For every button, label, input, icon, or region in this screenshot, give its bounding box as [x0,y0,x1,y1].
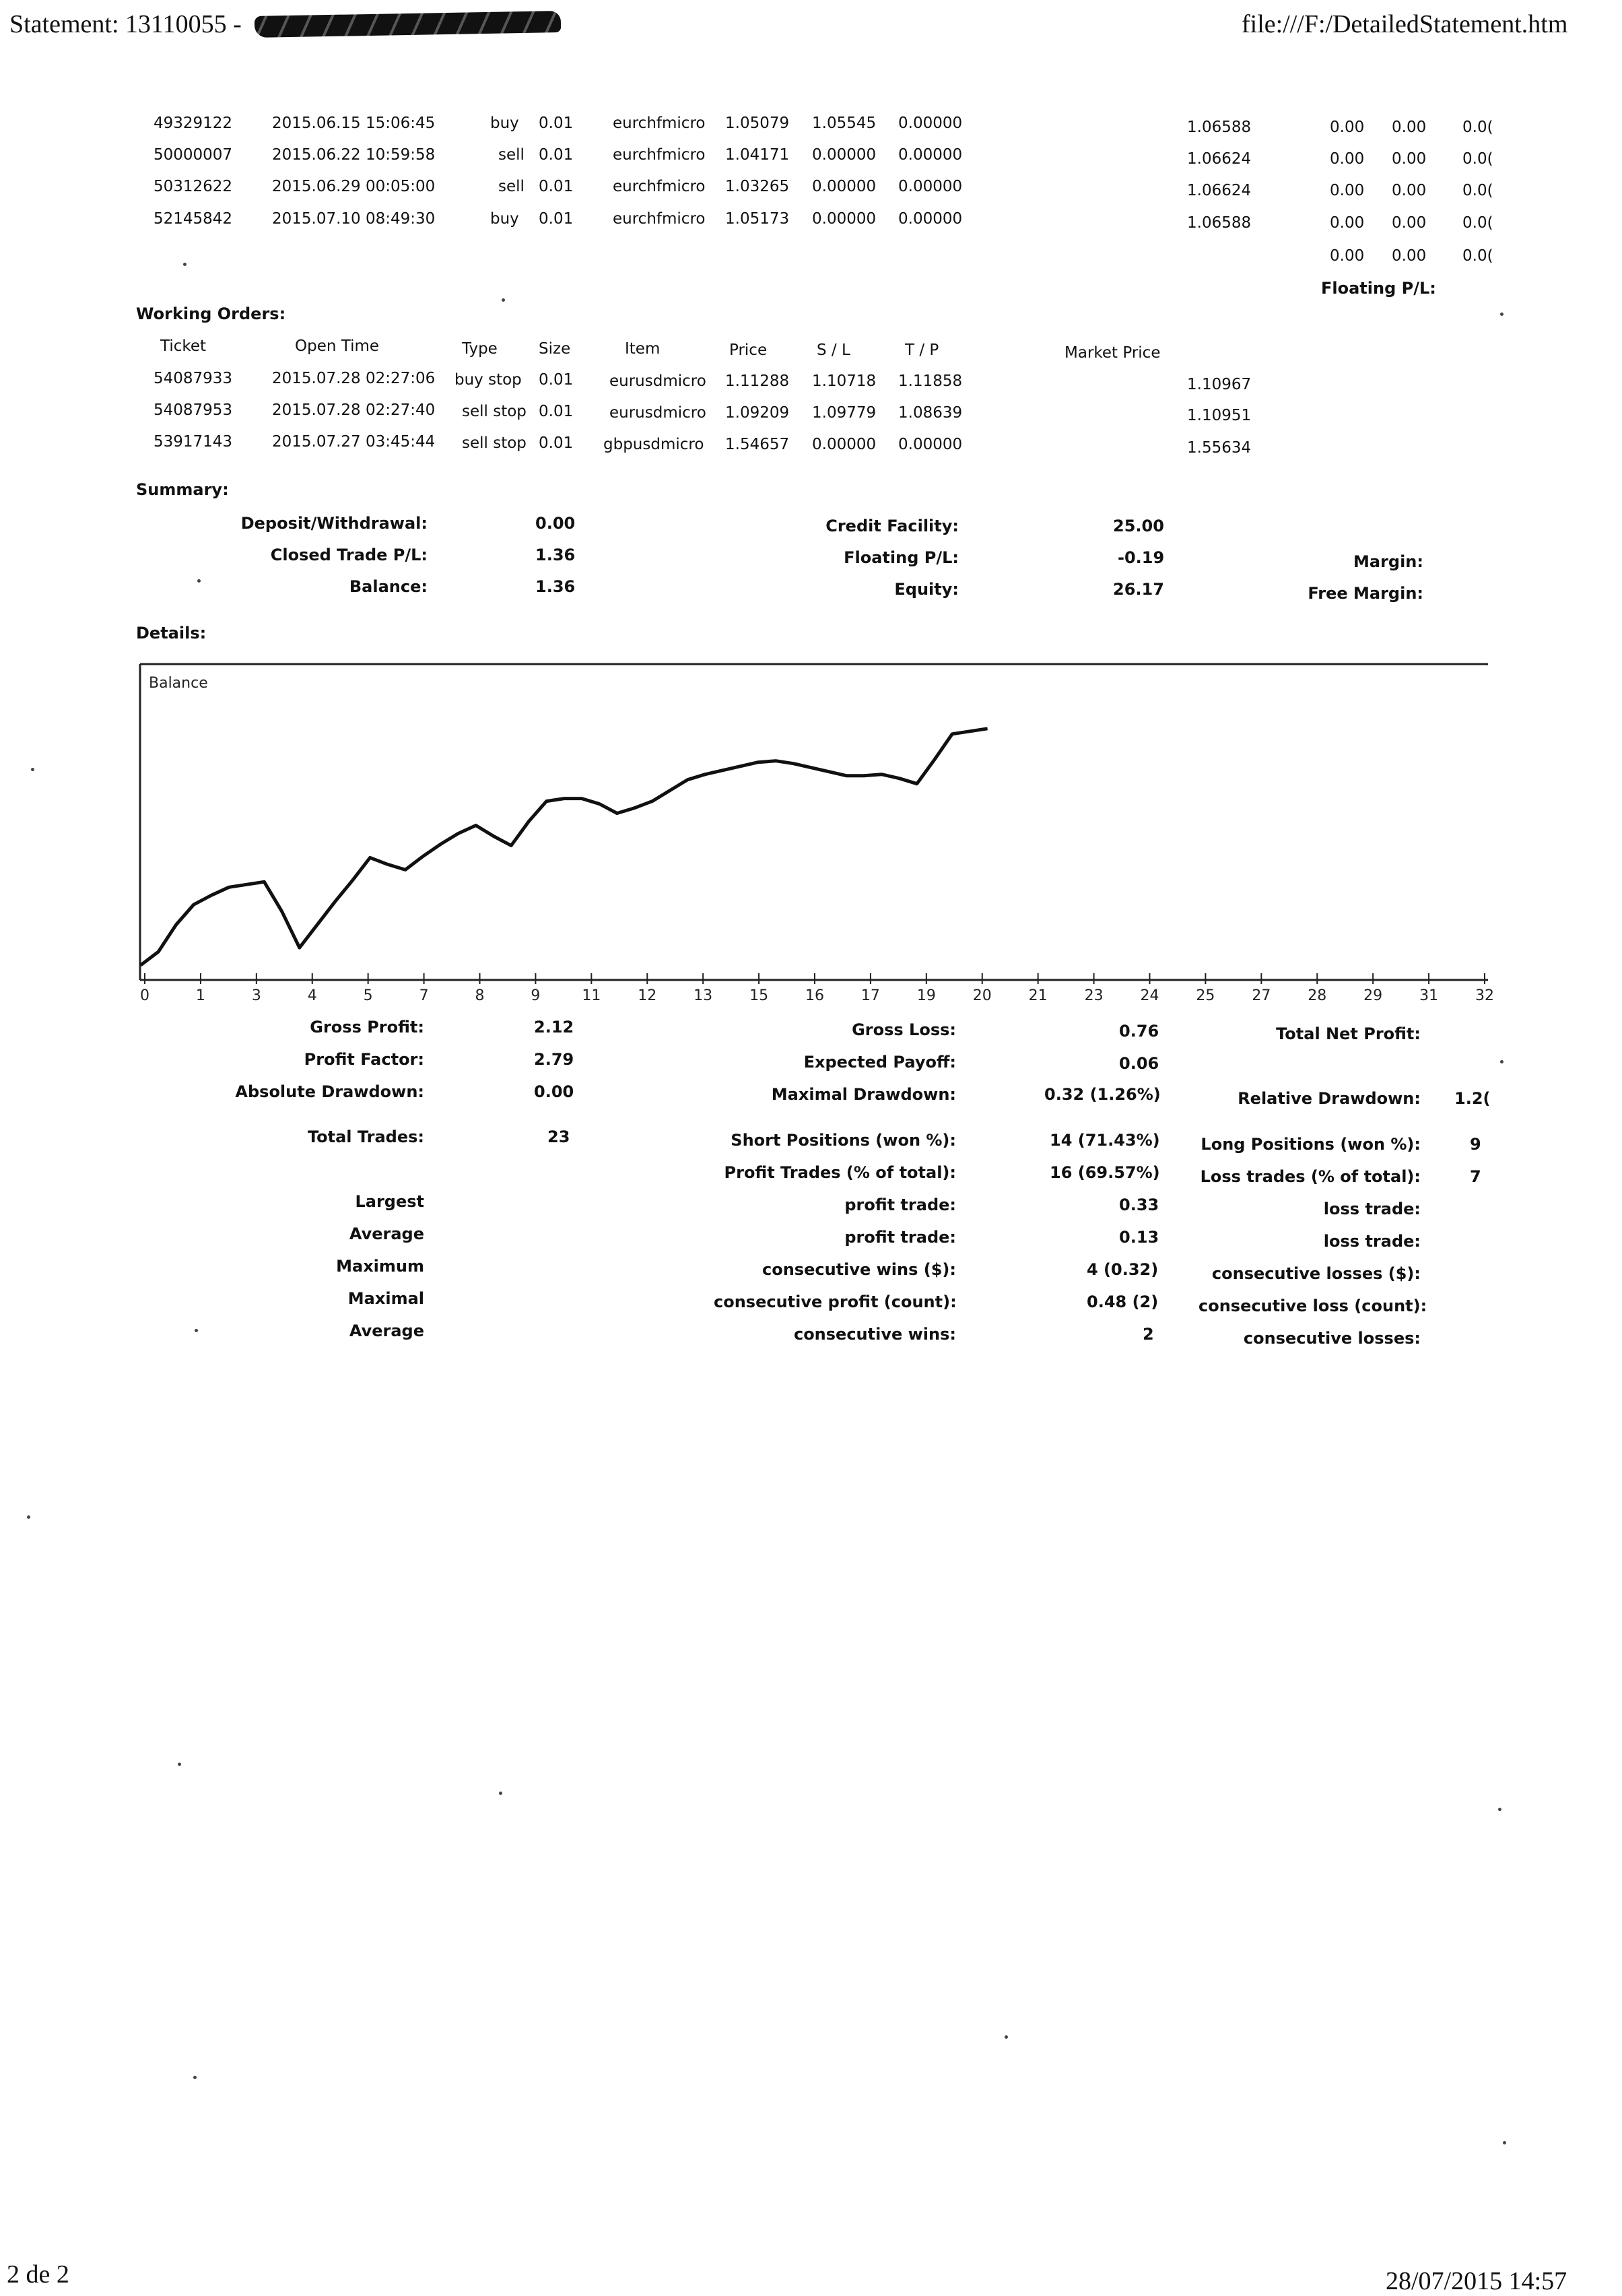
x-tick-label: 28 [1308,987,1327,1004]
redacted-account-name [255,11,561,38]
type-cell: sell stop [462,403,527,420]
average-consecutive-wins-value: 2 [1143,1325,1154,1344]
total-profit: 0.0( [1462,247,1493,265]
long-positions-value: 9 [1470,1135,1481,1154]
col-sl: S / L [817,341,850,359]
x-tick-label: 19 [916,987,936,1004]
size-cell: 0.01 [539,434,574,452]
sl-cell: 0.00000 [812,436,877,453]
sl-cell: 0.00000 [812,146,877,164]
gross-profit-label: Gross Profit: [310,1018,424,1037]
type-cell: sell [498,146,525,164]
size-cell: 0.01 [539,114,574,132]
swap-cell: 0.00 [1392,119,1427,136]
largest-profit-label: profit trade: [844,1195,956,1214]
item-cell: eurchfmicro [613,178,706,195]
gross-loss-label: Gross Loss: [852,1020,956,1039]
x-tick-label: 23 [1084,987,1104,1004]
x-tick-label: 9 [531,987,541,1004]
section-title: Working Orders: [136,304,286,323]
market-price-cell: 1.55634 [1187,439,1252,457]
maximal-consecutive-profit-label: consecutive profit (count): [714,1292,957,1311]
section-title: Summary: [136,480,229,499]
scan-speck [502,298,505,302]
price-cell: 1.05173 [725,210,790,228]
tp-cell: 0.00000 [898,210,963,228]
average-loss-label: loss trade: [1323,1232,1421,1251]
absolute-drawdown-value: 0.00 [534,1082,574,1101]
scan-speck [1500,1060,1503,1063]
commission-cell: 0.00 [1330,150,1365,168]
scan-speck [183,263,187,266]
maximal-drawdown-label: Maximal Drawdown: [771,1085,956,1104]
maximal-consecutive-profit-value: 0.48 (2) [1087,1292,1159,1311]
tp-cell: 1.08639 [898,404,963,422]
profit-trades-label: Profit Trades (% of total): [724,1163,956,1182]
item-cell: eurusdmicro [609,404,706,422]
closed-pl-value: 1.36 [535,546,576,564]
x-tick-label: 25 [1196,987,1215,1004]
sl-cell: 1.09779 [812,404,877,422]
price-cell: 1.11288 [725,372,790,390]
scan-speck [1498,1808,1501,1811]
col-open-time: Open Time [295,337,380,355]
equity-label: Equity: [894,580,959,599]
maximal-drawdown-value: 0.32 (1.26%) [1044,1085,1161,1104]
item-cell: eurchfmicro [613,210,706,228]
gross-loss-value: 0.76 [1119,1022,1159,1041]
statement-title: Statement: 13110055 - [9,10,242,38]
long-positions-label: Long Positions (won %): [1201,1135,1421,1154]
x-tick-label: 12 [638,987,657,1004]
total-trades-value: 23 [547,1127,570,1146]
price-cell: 1.05079 [725,114,790,132]
scan-speck [193,2076,197,2079]
tp-cell: 0.00000 [898,114,963,132]
col-type: Type [462,340,498,358]
tp-cell: 1.11858 [898,372,963,390]
closed-pl-label: Closed Trade P/L: [270,546,428,564]
open-time-cell: 2015.07.28 02:27:06 [272,370,436,387]
total-commission: 0.00 [1330,247,1365,265]
swap-cell: 0.00 [1392,150,1427,168]
ticket-cell: 50312622 [154,178,233,195]
equity-value: 26.17 [1113,580,1164,599]
x-tick-label: 21 [1028,987,1048,1004]
average-consecutive-losses-label: consecutive losses: [1243,1329,1421,1348]
price-cell: 1.54657 [725,436,790,453]
balance-label: Balance: [349,577,428,596]
price-cell: 1.09209 [725,404,790,422]
ticket-cell: 50000007 [154,146,233,164]
ticket-cell: 49329122 [154,114,233,132]
market-price-cell: 1.10951 [1187,407,1252,424]
gross-profit-value: 2.12 [534,1018,574,1037]
deposit-label: Deposit/Withdrawal: [240,514,428,533]
profit-cell: 0.0( [1462,182,1493,199]
average-profit-label: profit trade: [844,1228,956,1247]
type-cell: buy [490,210,519,228]
x-tick-label: 11 [582,987,601,1004]
margin-label: Margin: [1353,552,1423,571]
open-time-cell: 2015.07.10 08:49:30 [272,210,436,228]
floating-value: -0.19 [1118,548,1165,567]
price-cell: 1.03265 [725,178,790,195]
total-trades-label: Total Trades: [307,1127,424,1146]
col-ticket: Ticket [160,337,207,355]
swap-cell: 0.00 [1392,214,1427,232]
commission-cell: 0.00 [1330,182,1365,199]
market-price-cell: 1.06624 [1187,150,1252,168]
tp-cell: 0.00000 [898,436,963,453]
maximum-label: Maximum [336,1257,424,1276]
commission-cell: 0.00 [1330,119,1365,136]
maximal-consecutive-loss-label: consecutive loss (count): [1198,1297,1427,1315]
x-tick-label: 27 [1252,987,1271,1004]
market-price-cell: 1.06624 [1187,182,1252,199]
col-tp: T / P [905,341,939,359]
profit-trades-value: 16 (69.57%) [1050,1163,1160,1182]
loss-trades-label: Loss trades (% of total): [1200,1167,1421,1186]
balance-series-line [141,729,988,965]
size-cell: 0.01 [539,210,574,228]
market-price-cell: 1.10967 [1187,376,1252,393]
largest-loss-label: loss trade: [1323,1200,1421,1218]
total-swap: 0.00 [1392,247,1427,265]
max-consecutive-wins-value: 4 (0.32) [1087,1260,1159,1279]
col-market-price: Market Price [1065,344,1161,362]
col-price: Price [729,341,768,359]
open-time-cell: 2015.07.28 02:27:40 [272,401,436,419]
col-item: Item [625,340,661,358]
item-cell: gbpusdmicro [603,436,704,453]
item-cell: eurchfmicro [613,146,706,164]
profit-cell: 0.0( [1462,119,1493,136]
open-time-cell: 2015.06.22 10:59:58 [272,146,436,164]
profit-cell: 0.0( [1462,214,1493,232]
page-number: 2 de 2 [7,2260,69,2289]
scan-speck [1005,2035,1008,2039]
profit-factor-value: 2.79 [534,1050,574,1069]
type-cell: buy stop [454,371,522,389]
open-time-cell: 2015.06.29 00:05:00 [272,178,436,195]
floating-pl-label: Floating P/L: [1321,279,1436,298]
profit-factor-label: Profit Factor: [304,1050,424,1069]
type-cell: buy [490,114,519,132]
sl-cell: 0.00000 [812,178,877,195]
x-tick-label: 0 [140,987,149,1004]
market-price-cell: 1.06588 [1187,214,1252,232]
x-tick-label: 4 [307,987,317,1004]
credit-label: Credit Facility: [825,517,959,535]
chart-title: Balance [149,675,208,692]
sl-cell: 1.05545 [812,114,877,132]
scan-speck [31,768,34,771]
x-tick-label: 13 [694,987,713,1004]
relative-drawdown-value: 1.2( [1454,1089,1491,1108]
x-tick-label: 15 [749,987,769,1004]
profit-cell: 0.0( [1462,150,1493,168]
max-consecutive-losses-label: consecutive losses ($): [1211,1264,1421,1283]
x-tick-label: 7 [419,987,429,1004]
market-price-cell: 1.06588 [1187,119,1252,136]
x-tick-label: 8 [475,987,485,1004]
x-tick-labels [140,987,1494,1004]
swap-cell: 0.00 [1392,182,1427,199]
tp-cell: 0.00000 [898,146,963,164]
ticket-cell: 54087953 [154,401,233,419]
size-cell: 0.01 [539,178,574,195]
absolute-drawdown-label: Absolute Drawdown: [235,1082,424,1101]
size-cell: 0.01 [539,371,574,389]
scan-speck [1500,313,1503,316]
scan-speck [197,579,201,583]
max-consecutive-wins-label: consecutive wins ($): [762,1260,956,1279]
print-datetime: 28/07/2015 14:57 [1386,2267,1567,2295]
x-tick-label: 24 [1140,987,1159,1004]
scan-speck [499,1792,502,1795]
details-title: Details: [136,624,207,643]
largest-label: Largest [355,1192,424,1211]
expected-payoff-value: 0.06 [1119,1054,1159,1073]
size-cell: 0.01 [539,146,574,164]
x-tick-label: 16 [805,987,824,1004]
x-tick-label: 31 [1419,987,1439,1004]
x-ticks [145,973,1485,984]
commission-cell: 0.00 [1330,214,1365,232]
average-consecutive-wins-label: consecutive wins: [793,1325,956,1344]
deposit-value: 0.00 [535,514,576,533]
file-path: file:///F:/DetailedStatement.htm [1242,10,1568,38]
x-tick-label: 3 [251,987,261,1004]
x-tick-label: 1 [195,987,205,1004]
open-time-cell: 2015.06.15 15:06:45 [272,114,436,132]
expected-payoff-label: Expected Payoff: [803,1053,956,1072]
item-cell: eurchfmicro [613,114,706,132]
ticket-cell: 52145842 [154,210,233,228]
x-tick-label: 5 [363,987,373,1004]
x-tick-label: 29 [1363,987,1383,1004]
loss-trades-value: 7 [1470,1167,1481,1186]
x-tick-label: 17 [860,987,880,1004]
balance-chart [138,662,1494,1007]
maximal-label: Maximal [347,1289,424,1308]
largest-profit-value: 0.33 [1119,1195,1159,1214]
item-cell: eurusdmicro [609,372,706,390]
price-cell: 1.04171 [725,146,790,164]
size-cell: 0.01 [539,403,574,420]
floating-label: Floating P/L: [844,548,959,567]
x-tick-label: 32 [1475,987,1494,1004]
tp-cell: 0.00000 [898,178,963,195]
type-cell: sell [498,178,525,195]
scan-speck [195,1329,198,1332]
balance-value: 1.36 [535,577,576,596]
type-cell: sell stop [462,434,527,452]
sl-cell: 1.10718 [812,372,877,390]
credit-value: 25.00 [1113,517,1164,535]
col-size: Size [539,340,571,358]
average-profit-value: 0.13 [1119,1228,1159,1247]
ticket-cell: 53917143 [154,433,233,451]
open-time-cell: 2015.07.27 03:45:44 [272,433,436,451]
scan-speck [27,1515,30,1519]
short-positions-value: 14 (71.43%) [1050,1131,1160,1150]
sl-cell: 0.00000 [812,210,877,228]
average-label: Average [349,1224,424,1243]
ticket-cell: 54087933 [154,370,233,387]
total-net-profit-label: Total Net Profit: [1276,1024,1421,1043]
x-tick-label: 20 [972,987,992,1004]
short-positions-label: Short Positions (won %): [731,1131,956,1150]
average-consecutive-label: Average [349,1321,424,1340]
relative-drawdown-label: Relative Drawdown: [1238,1089,1421,1108]
free-margin-label: Free Margin: [1308,584,1423,603]
scan-speck [178,1763,181,1766]
scan-speck [1503,2141,1506,2144]
